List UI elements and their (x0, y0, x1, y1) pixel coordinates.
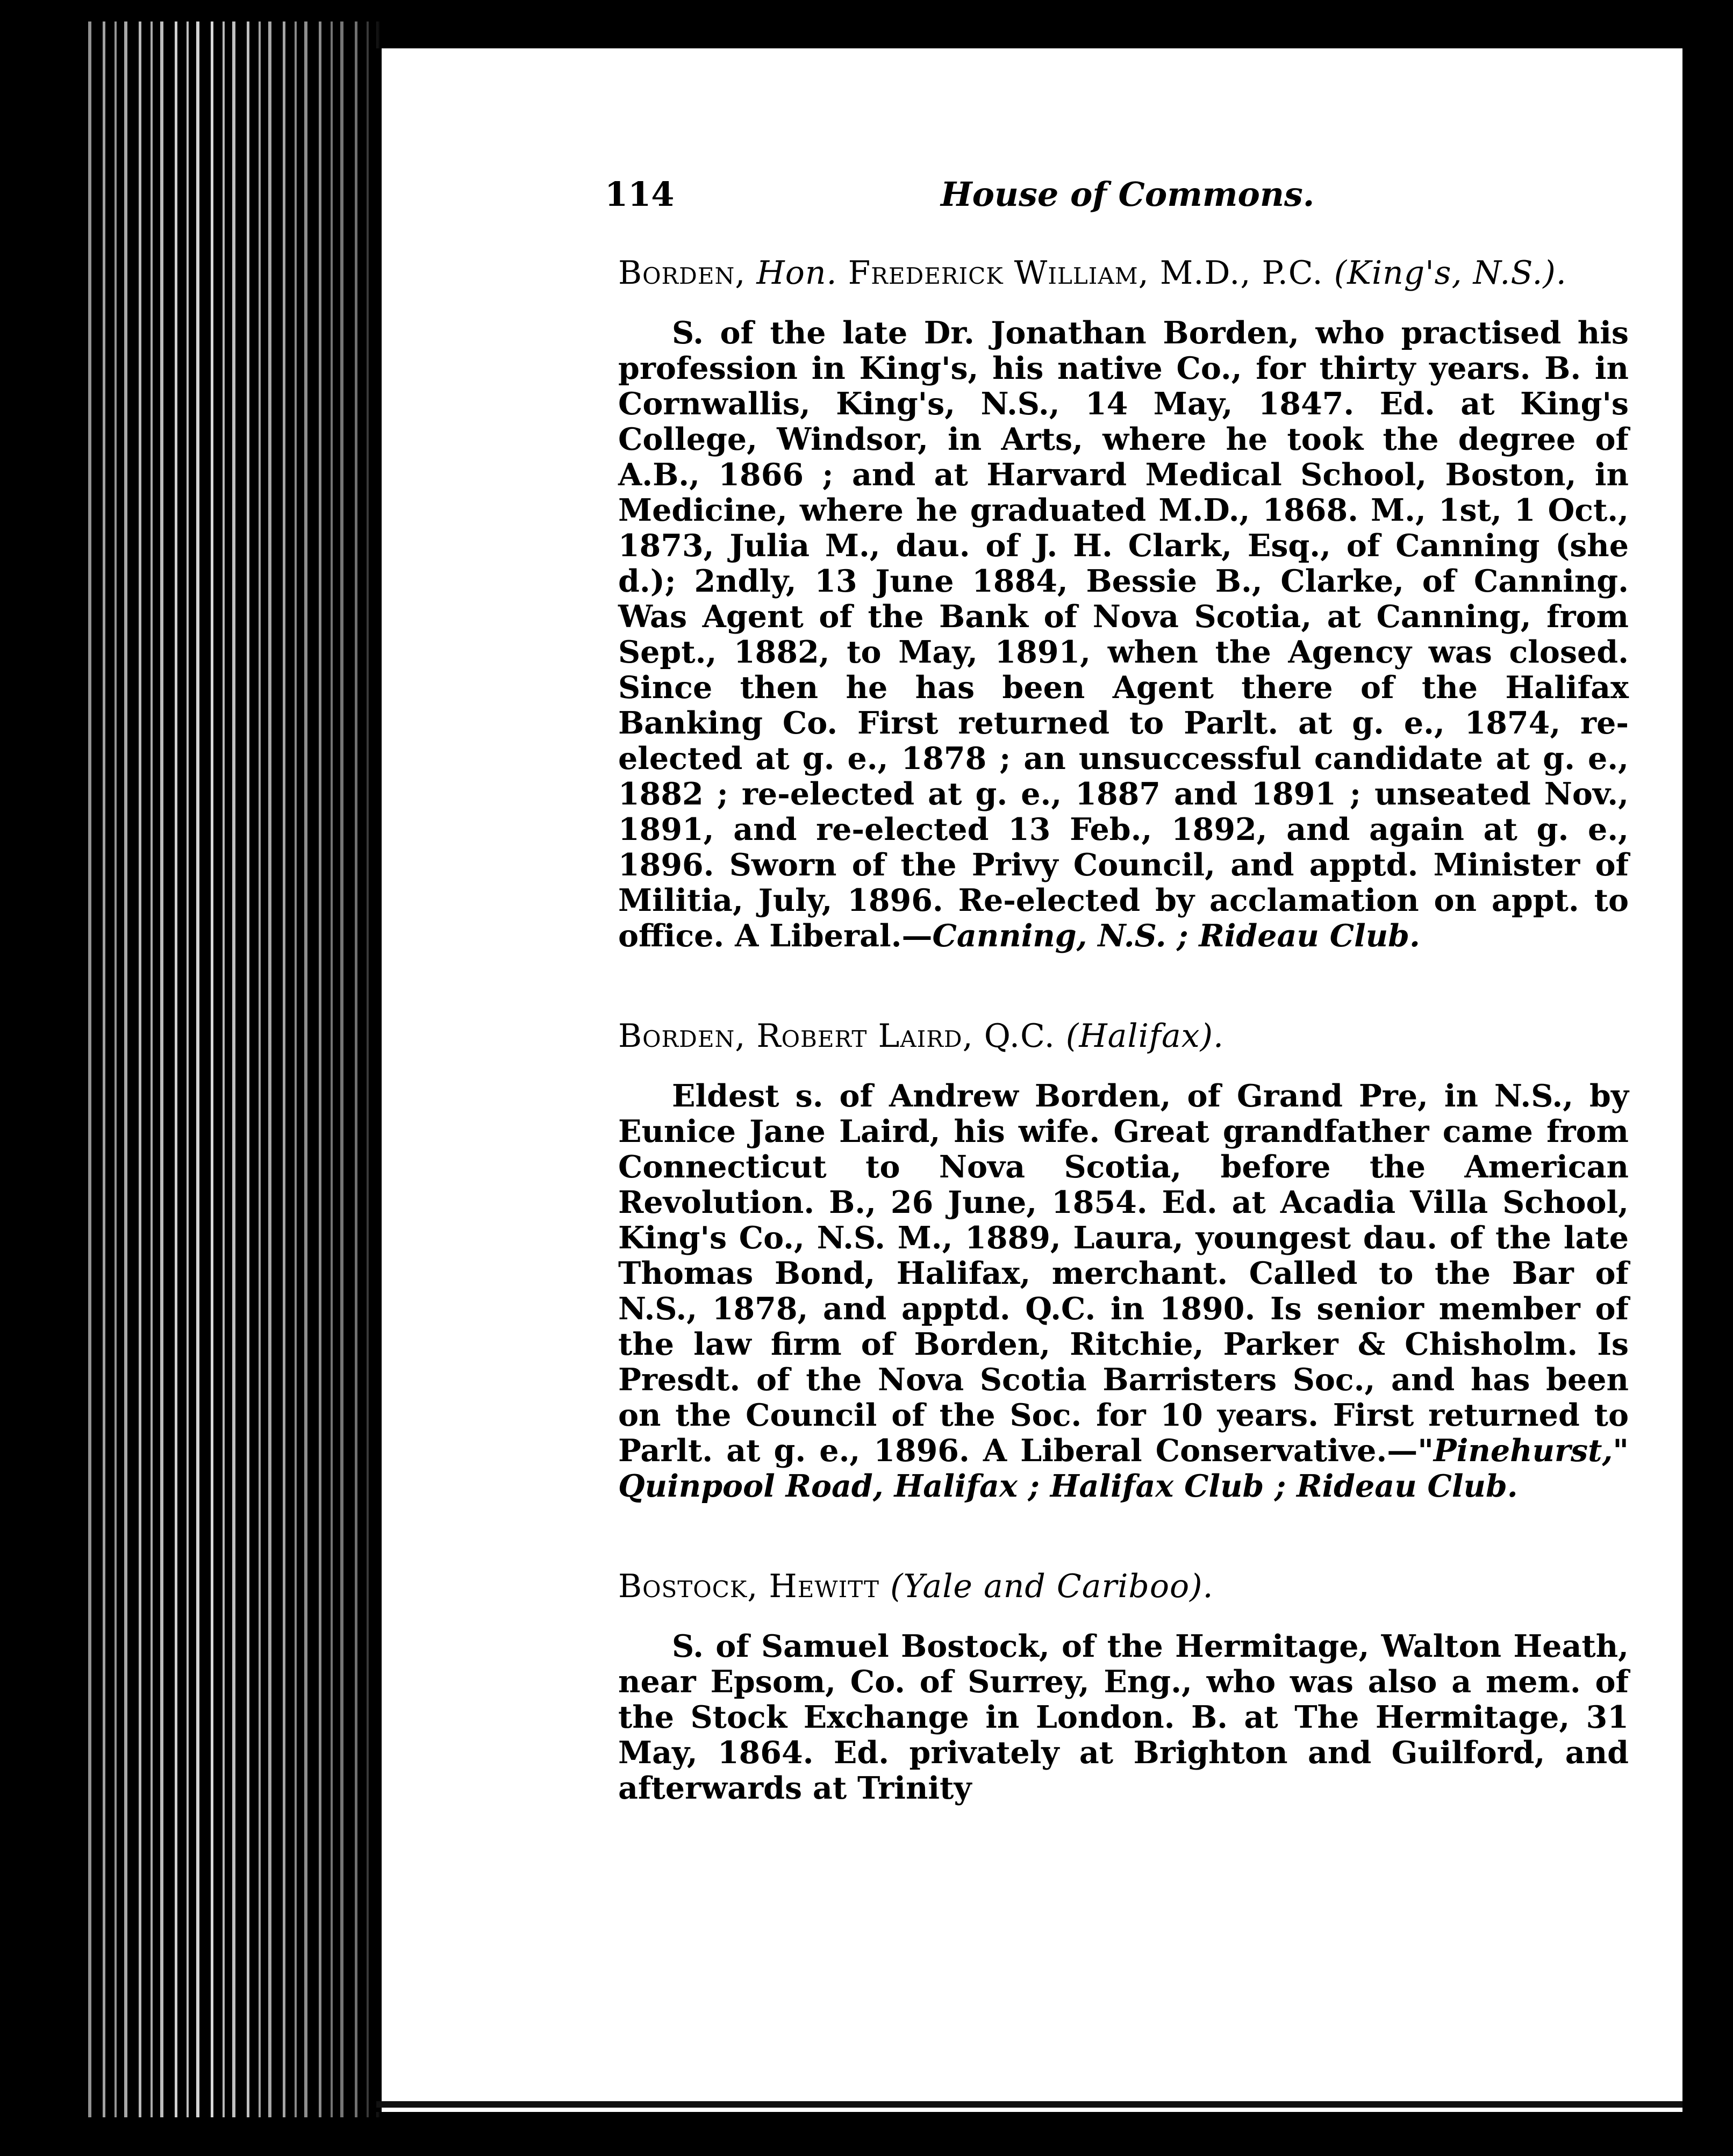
entry-body-text: Eldest s. of Andrew Borden, of Grand Pre, in N.S., by Eunice Jane Laird, his wife. Great grandfather came from Connecticut to Nova Scotia, before the American Revolution. B., 26 June, 1854. Ed. at Acadia Villa School, King's Co., N.S. M., 1889, Laura, youngest dau. of the late Thomas Bond, Halifax, merchant. Called to the Bar of N.S., 1878, and apptd. Q.C. in 1890. Is senior member of the law firm of Borden, Ritchie, Parker & Chisholm. Is Presdt. of the Nova Scotia Barristers Soc., and has been on the Council of the Soc. for 10 years. First returned to Parlt. at g. e., 1896. A Liberal Conservative.— (618, 1078, 1629, 1469)
entry-suffix: Q.C. (984, 1017, 1055, 1055)
entry-riding: (King's, N.S.). (1334, 254, 1567, 292)
entry-riding: (Yale and Cariboo). (890, 1568, 1214, 1605)
entry-address: Canning, N.S. ; Rideau Club. (932, 918, 1420, 954)
entry-address: "Pinehurst," Quinpool Road, Halifax ; Halifax Club ; Rideau Club. (618, 1433, 1629, 1504)
entry-body-text: S. of the late Dr. Jonathan Borden, who practised his profession in King's, his native Co., for thirty years. B. in Cornwallis, King's, N.S., 14 May, 1847. Ed. at King's College, Windsor, in Arts, where he took the degree of A.B., 1866 ; and at Harvard Medical School, Boston, in Medicine, where he graduated M.D., 1868. M., 1st, 1 Oct., 1873, Julia M., dau. of J. H. Clark, Esq., of Canning (she d.); 2ndly, 13 June 1884, Bessie B., Clarke, of Canning. Was Agent of the Bank of Nova Scotia, at Canning, from Sept., 1882, to May, 1891, when the Agency was closed. Since then he has been Agent there of the Halifax Banking Co. First returned to Parlt. at g. e., 1874, re-elected at g. e., 1878 ; an unsuccessful candidate at g. e., 1882 ; re-elected at g. e., 1887 and 1891 ; unseated Nov., 1891, and re-elected 13 Feb., 1892, and again at g. e., 1896. Sworn of the Privy Council, and apptd. Minister of Militia, July, 1896. Re-elected by acclamation on appt. to office. A Liberal.— (618, 315, 1629, 954)
biography-entry (618, 1013, 1629, 1504)
page-bottom-edge (376, 2101, 1682, 2108)
entry-body (618, 1079, 1629, 1504)
entry-given-names: Robert Laird (756, 1017, 963, 1055)
entry-body-text: S. of Samuel Bostock, of the Hermitage, Walton Heath, near Epsom, Co. of Surrey, Eng., who was also a mem. of the Stock Exchange in London. B. at The Hermitage, 31 May, 1864. Ed. privately at Brighton and Guilford, and afterwards at Trinity (618, 1628, 1629, 1806)
entry-surname: Borden (618, 254, 735, 292)
entry-given-names: Hewitt (769, 1568, 879, 1605)
entry-body (618, 1629, 1629, 1806)
entry-riding: (Halifax). (1065, 1017, 1224, 1055)
entry-body (618, 315, 1629, 954)
book-page (376, 48, 1682, 2112)
page-content (618, 250, 1629, 1865)
page-header (605, 175, 1615, 239)
running-head: House of Commons. (941, 175, 1315, 214)
entry-title: Hon. (756, 254, 837, 292)
spine-shadow (81, 21, 382, 2117)
entry-given-names: Frederick William (848, 254, 1138, 292)
entry-surname: Bostock (618, 1568, 748, 1605)
entry-heading: Bostock, Hewitt (Yale and Cariboo). (618, 1568, 1214, 1605)
biography-entry (618, 1563, 1629, 1806)
entry-suffix: M.D., P.C. (1159, 254, 1323, 292)
entry-heading: Borden, Robert Laird, Q.C. (Halifax). (618, 1017, 1224, 1055)
biography-entry (618, 250, 1629, 954)
page-number: 114 (605, 175, 675, 214)
entry-heading: Borden, Hon. Frederick William, M.D., P.C. (King's, N.S.). (618, 254, 1567, 292)
entry-surname: Borden (618, 1017, 735, 1055)
